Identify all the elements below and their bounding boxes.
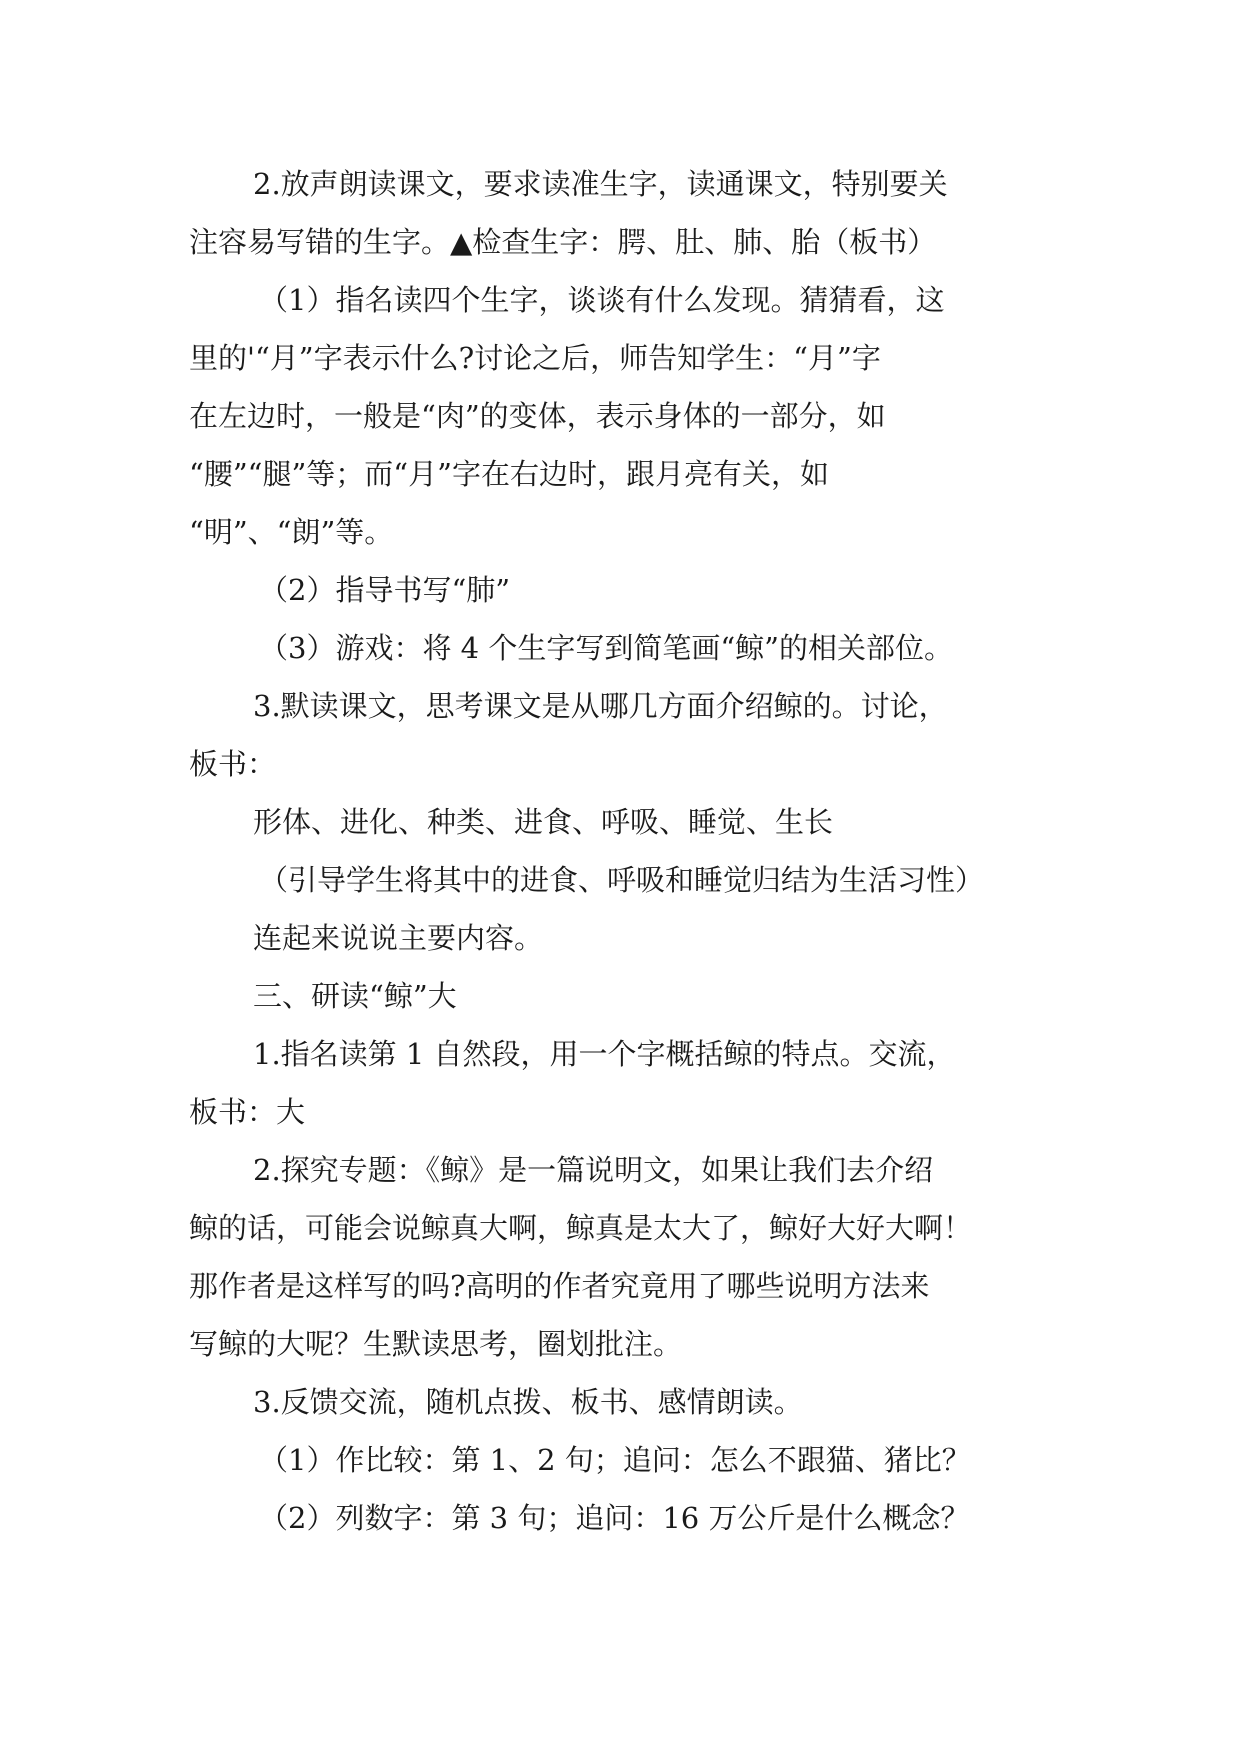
text-line-3: （1）指名读四个生字，谈谈有什么发现。猜猜看，这: [259, 283, 945, 317]
text-line-1: 2.放声朗读课文，要求读准生字，读通课文，特别要关: [253, 167, 948, 201]
text-line-19: 鲸的话，可能会说鲸真大啊，鲸真是太大了，鲸好大好大啊！: [189, 1211, 973, 1245]
text-line-4: 里的'“月”字表示什么?讨论之后，师告知学生：“月”字: [189, 341, 881, 375]
text-line-8: （2）指导书写“肺”: [259, 573, 511, 607]
text-line-13: （引导学生将其中的进食、呼吸和睡觉归结为生活习性）: [259, 863, 985, 897]
text-line-21: 写鲸的大呢？生默读思考，圈划批注。: [189, 1327, 683, 1361]
text-line-17: 板书：大: [189, 1095, 306, 1129]
text-line-15: 三、研读“鲸”大: [253, 979, 457, 1013]
text-line-22: 3.反馈交流，随机点拨、板书、感情朗读。: [253, 1385, 803, 1419]
text-line-10: 3.默读课文，思考课文是从哪几方面介绍鲸的。讨论，: [253, 689, 948, 723]
text-line-14: 连起来说说主要内容。: [253, 921, 544, 955]
text-line-2: 注容易写错的生字。▲检查生字：腭、肚、肺、胎（板书）: [189, 225, 937, 259]
text-line-7: “明”、“朗”等。: [189, 515, 394, 549]
text-line-24: （2）列数字：第 3 句；追问：16 万公斤是什么概念？: [259, 1501, 970, 1535]
text-line-23: （1）作比较：第 1、2 句；追问：怎么不跟猫、猪比？: [259, 1443, 971, 1477]
text-line-12: 形体、进化、种类、进食、呼吸、睡觉、生长: [253, 805, 834, 839]
text-line-6: “腰”“腿”等；而“月”字在右边时，跟月亮有关，如: [189, 457, 829, 491]
text-line-20: 那作者是这样写的吗?高明的作者究竟用了哪些说明方法来: [189, 1269, 930, 1303]
text-line-18: 2.探究专题：《鲸》是一篇说明文，如果让我们去介绍: [253, 1153, 934, 1187]
text-line-11: 板书：: [189, 747, 277, 781]
text-line-16: 1.指名读第 1 自然段，用一个字概括鲸的特点。交流，: [253, 1037, 956, 1071]
text-line-5: 在左边时，一般是“肉”的变体，表示身体的一部分，如: [189, 399, 886, 433]
text-line-9: （3）游戏：将 4 个生字写到简笔画“鲸”的相关部位。: [259, 631, 953, 665]
